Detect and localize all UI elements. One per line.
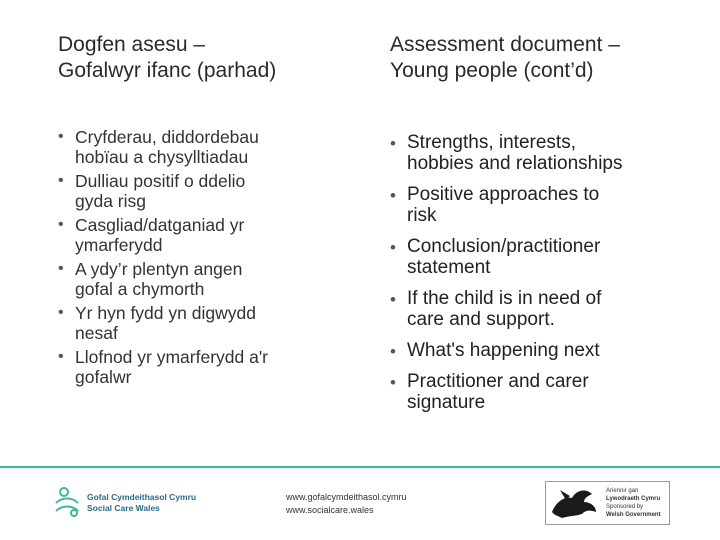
dragon-icon — [546, 482, 602, 524]
welsh-bullet-list — [58, 127, 358, 391]
bullet-text: care and support. — [407, 309, 555, 330]
bullet-text: risk — [407, 205, 437, 226]
welsh-government-logo-text — [606, 487, 661, 519]
bullet-text: gofal a chymorth — [75, 279, 205, 299]
gov-line: Welsh Government — [606, 512, 661, 518]
footer-urls — [286, 491, 407, 517]
bullet-item — [390, 132, 690, 174]
url-english[interactable]: www.socialcare.wales — [286, 505, 374, 515]
bullet-text: ymarferydd — [75, 235, 163, 255]
social-care-wales-logo-text — [87, 492, 196, 514]
bullet-text: Conclusion/practitioner — [407, 236, 601, 257]
bullet-text: Dulliau positif o ddelio — [75, 171, 246, 191]
bullet-text: Positive approaches to — [407, 184, 600, 205]
bullet-text: hobbies and relationships — [407, 153, 623, 174]
gov-line: Ariennir gan — [606, 488, 639, 494]
bullet-text: gyda risg — [75, 191, 147, 211]
bullet-item — [390, 236, 690, 278]
english-bullet-list — [390, 132, 690, 423]
bullet-text: gofalwr — [75, 367, 132, 387]
bullet-text: Casgliad/datganiad yr — [75, 215, 245, 235]
bullet-text: Yr hyn fydd yn digwydd — [75, 303, 256, 323]
bullet-item — [58, 259, 358, 299]
english-title — [390, 32, 690, 84]
logo-line: Social Care Wales — [87, 503, 160, 513]
english-title-line: Young people (cont’d) — [390, 59, 594, 82]
welsh-title — [58, 32, 358, 84]
bullet-text: If the child is in need of — [407, 288, 602, 309]
bullet-text: statement — [407, 257, 491, 278]
bullet-item — [58, 347, 358, 387]
logo-line: Gofal Cymdeithasol Cymru — [87, 492, 197, 502]
bullet-text: Llofnod yr ymarferydd a'r — [75, 347, 269, 367]
bullet-item — [58, 171, 358, 211]
gov-line: Sponsored by — [606, 504, 644, 510]
bullet-item — [390, 371, 690, 413]
bullet-text: Practitioner and carer — [407, 371, 589, 392]
url-welsh[interactable]: www.gofalcymdeithasol.cymru — [286, 492, 407, 502]
gov-line: Lywodraeth Cymru — [606, 496, 661, 502]
english-title-line: Assessment document – — [390, 33, 620, 56]
bullet-text: Strengths, interests, — [407, 132, 576, 153]
logo-mark-icon — [56, 488, 78, 516]
bullet-item — [58, 127, 358, 167]
bullet-item — [58, 303, 358, 343]
welsh-title-line: Dogfen asesu – — [58, 33, 206, 56]
bullet-text: hobïau a chysylltiadau — [75, 147, 249, 167]
bullet-item — [390, 288, 690, 330]
bullet-item — [58, 215, 358, 255]
footer-divider — [0, 466, 720, 468]
welsh-title-line: Gofalwyr ifanc (parhad) — [58, 59, 277, 82]
bullet-text: A ydy’r plentyn angen — [75, 259, 243, 279]
bullet-text: nesaf — [75, 323, 118, 343]
bullet-text: Cryfderau, diddordebau — [75, 127, 259, 147]
bullet-text: What's happening next — [407, 340, 600, 361]
bullet-text: signature — [407, 392, 486, 413]
bullet-item — [390, 184, 690, 226]
bullet-item — [390, 340, 690, 361]
